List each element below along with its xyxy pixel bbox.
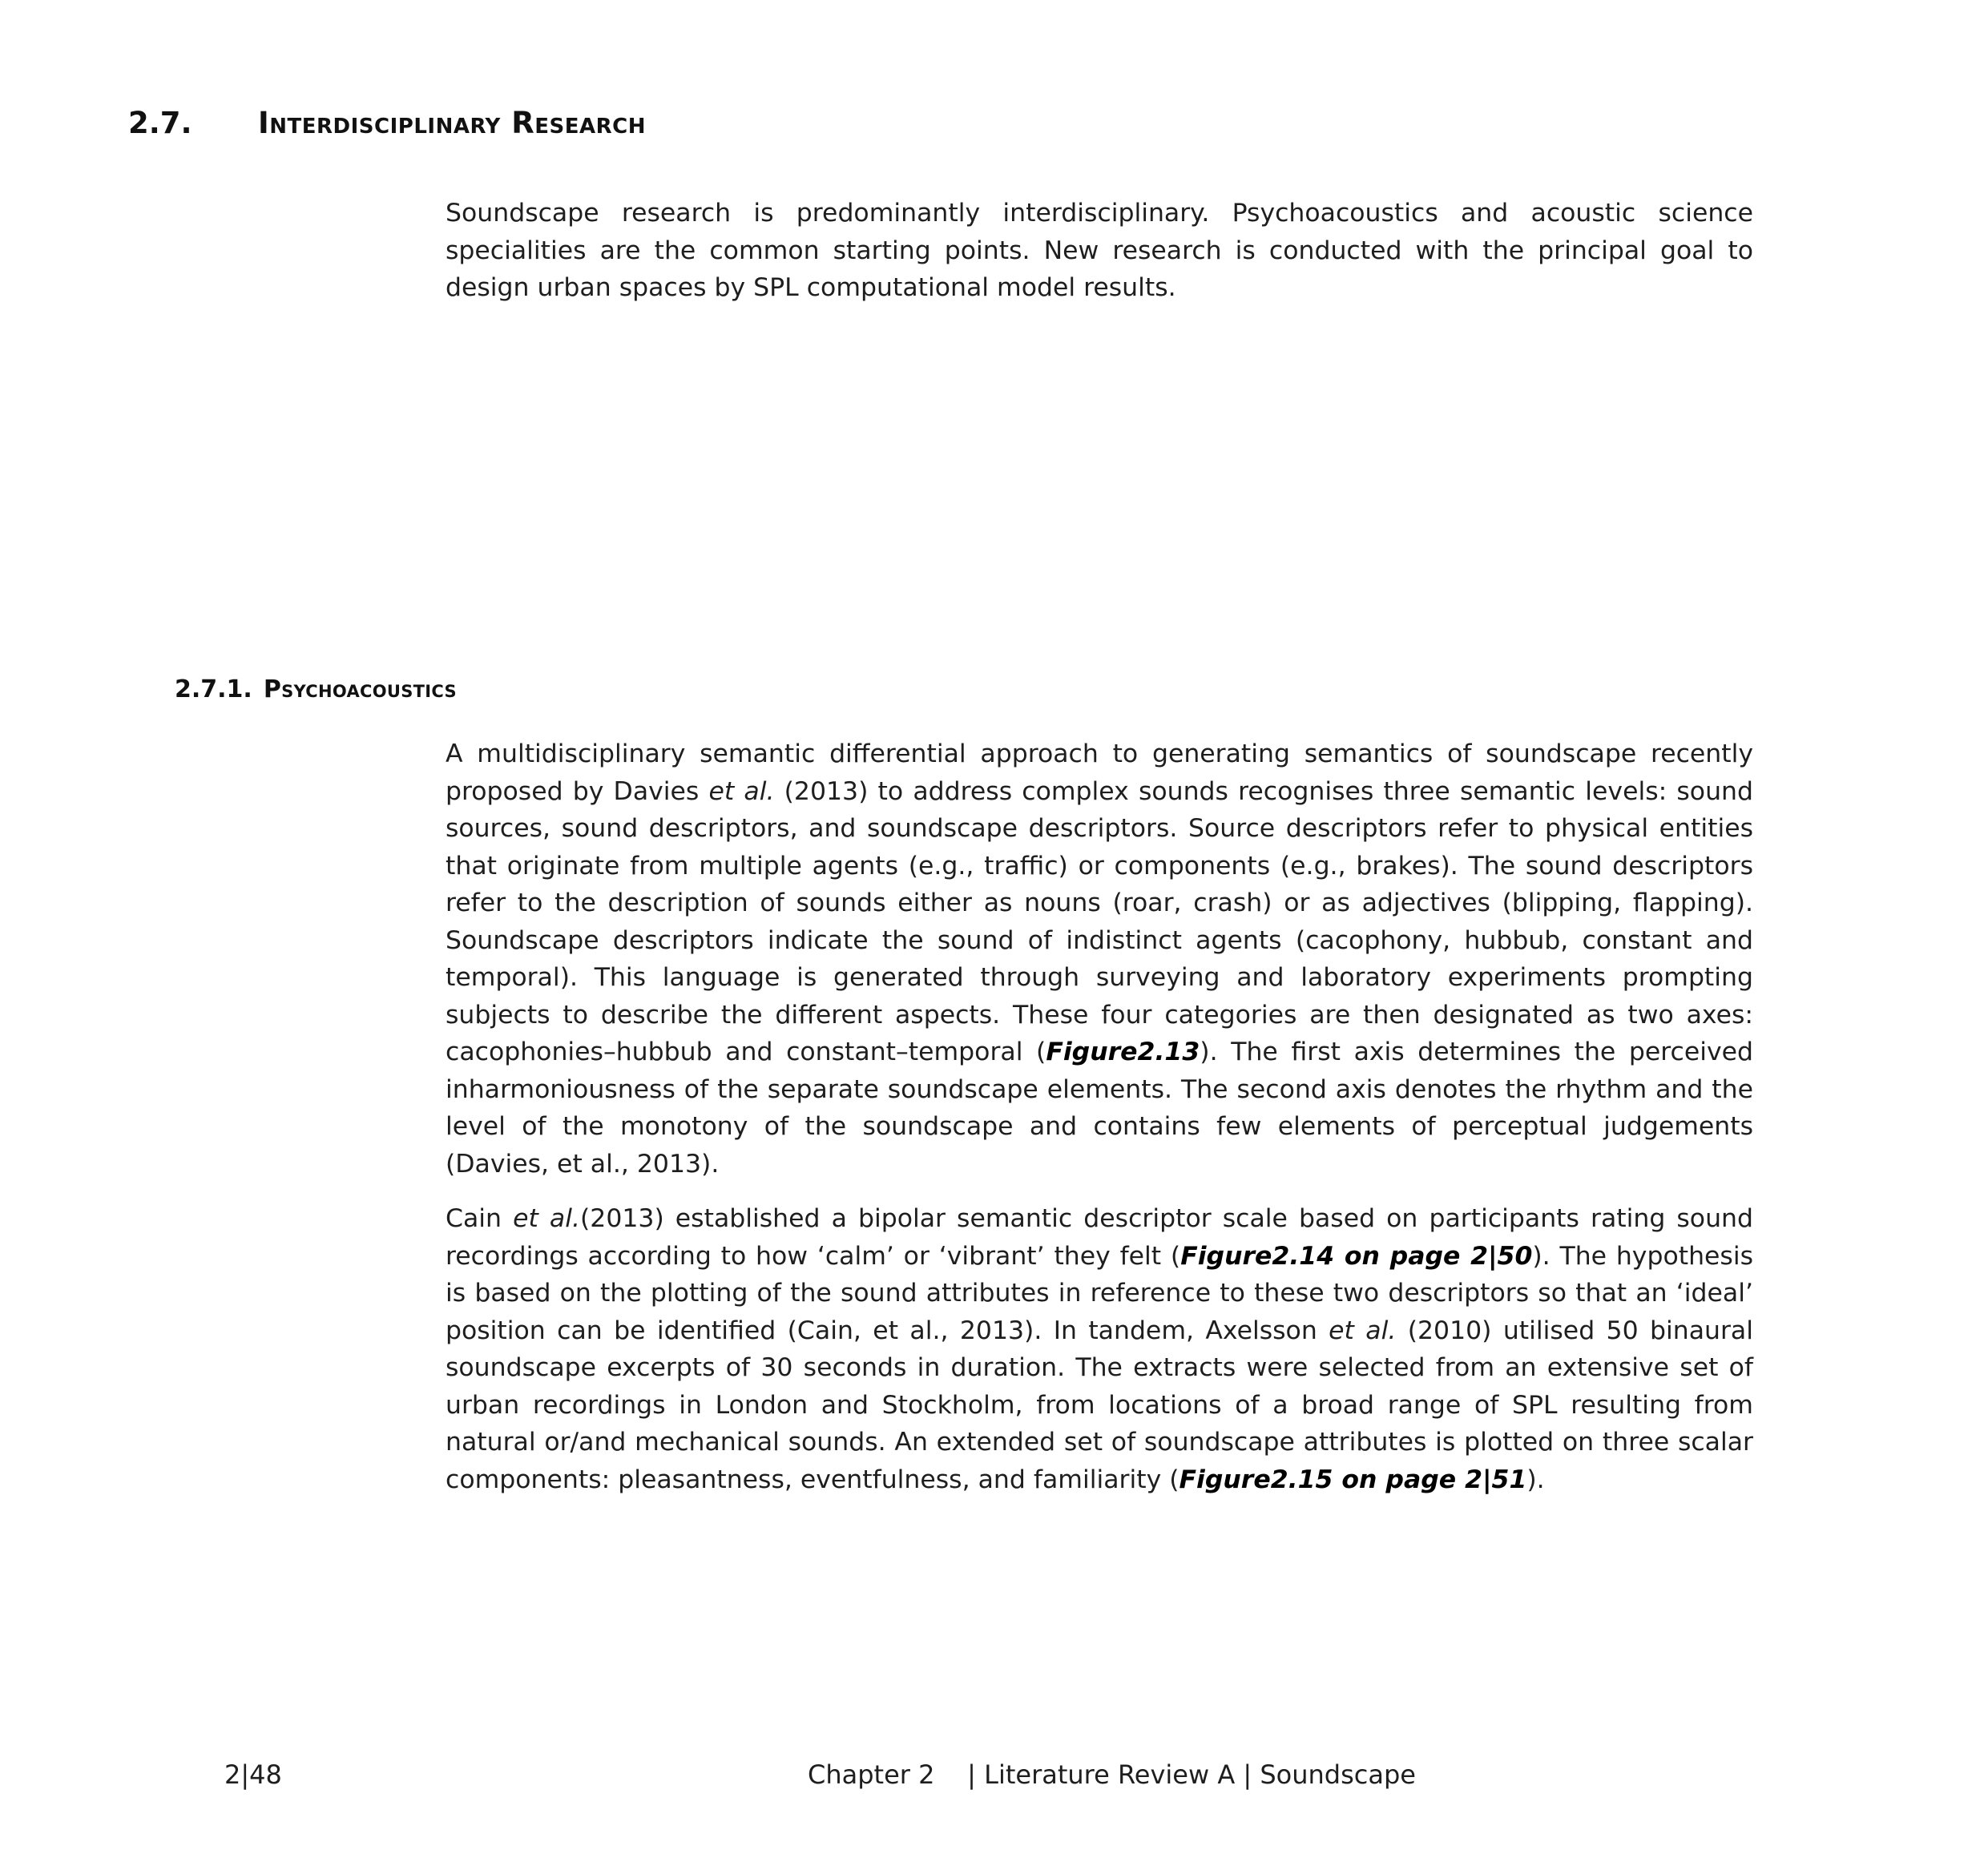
section-number: 2.7.: [128, 106, 192, 140]
section-title: Interdisciplinary Research: [258, 106, 646, 140]
subsection-heading: [175, 675, 457, 703]
subsection-number: 2.7.1.: [175, 675, 252, 703]
paragraph-text: ).: [1526, 1465, 1545, 1494]
footer-page-number: 2|48: [224, 1759, 282, 1790]
paragraph-davies: [446, 735, 1753, 1183]
paragraph-text: ). The hypothesis is based on the plotting of the sound attributes in reference to these two descriptors so that an ‘ideal’ position can be identified (Cain, et al., 2013). In tandem, Axelsson: [446, 1241, 1753, 1345]
figure-reference-2-13[interactable]: Figure2.13: [1046, 1038, 1200, 1066]
et-al-italic: et al.: [513, 1204, 580, 1233]
intro-paragraph: Soundscape research is predominantly interdisciplinary. Psychoacoustics and acoustic science specialities are the common starting points. New research is conducted with the principal goal to design urban spaces by SPL computational model results.: [446, 199, 1753, 302]
paragraph-cain: [446, 1200, 1753, 1498]
figure-reference-2-14[interactable]: Figure2.14 on page 2|50: [1180, 1241, 1533, 1271]
paragraph-text: (2013) established a bipolar semantic descriptor scale based on participants rating sound recordings according to how ‘calm’ or ‘vibrant’ they felt (: [446, 1204, 1753, 1271]
paragraph-text: A multidisciplinary semantic differential approach to generating semantics of soundscape recently proposed by Davies: [446, 740, 1753, 806]
paragraph-text: Cain: [446, 1204, 514, 1233]
paragraph-text: (2013) to address complex sounds recognises three semantic levels: sound sources, sound descriptors, and soundscape descriptors. Source descriptors refer to physical entities that originate from multiple agents (e.g., traffic) or components (e.g., brakes). The sound descriptors refer to the description of sounds either as nouns (roar, crash) or as adjectives (blipping, flapping). Soundscape descriptors indicate the sound of indistinct agents (cacophony, hubbub, constant and temporal). This language is generated through surveying and laboratory experiments prompting subjects to describe the different aspects. These four categories are then designated as two axes: cacophonies–hubbub and constant–temporal (: [446, 776, 1754, 1066]
footer-running-title: Chapter 2 | Literature Review A | Soundscape: [808, 1759, 1416, 1790]
et-al-italic: et al.: [708, 776, 775, 806]
intro-paragraph-block: [446, 195, 1753, 307]
paragraph-text: (2010) utilised 50 binaural soundscape excerpts of 30 seconds in duration. The extracts were selected from an extensive set of urban recordings in London and Stockholm, from locations of a broad range of SPL resulting from natural or/and mechanical sounds. An extended set of soundscape attributes is plotted on three scalar components: pleasantness, eventfulness, and familiarity (: [446, 1316, 1753, 1494]
subsection-title: Psychoacoustics: [263, 675, 457, 703]
figure-reference-2-15[interactable]: Figure2.15 on page 2|51: [1179, 1465, 1527, 1494]
psychoacoustics-body: [446, 735, 1753, 1498]
et-al-italic: et al.: [1329, 1316, 1397, 1345]
section-heading: [128, 106, 646, 140]
paragraph-text: ). The first axis determines the perceived inharmoniousness of the separate soundscape elements. The second axis denotes the rhythm and the level of the monotony of the soundscape and contains few elements of perceptual judgements (Davies, et al., 2013).: [446, 1038, 1754, 1179]
